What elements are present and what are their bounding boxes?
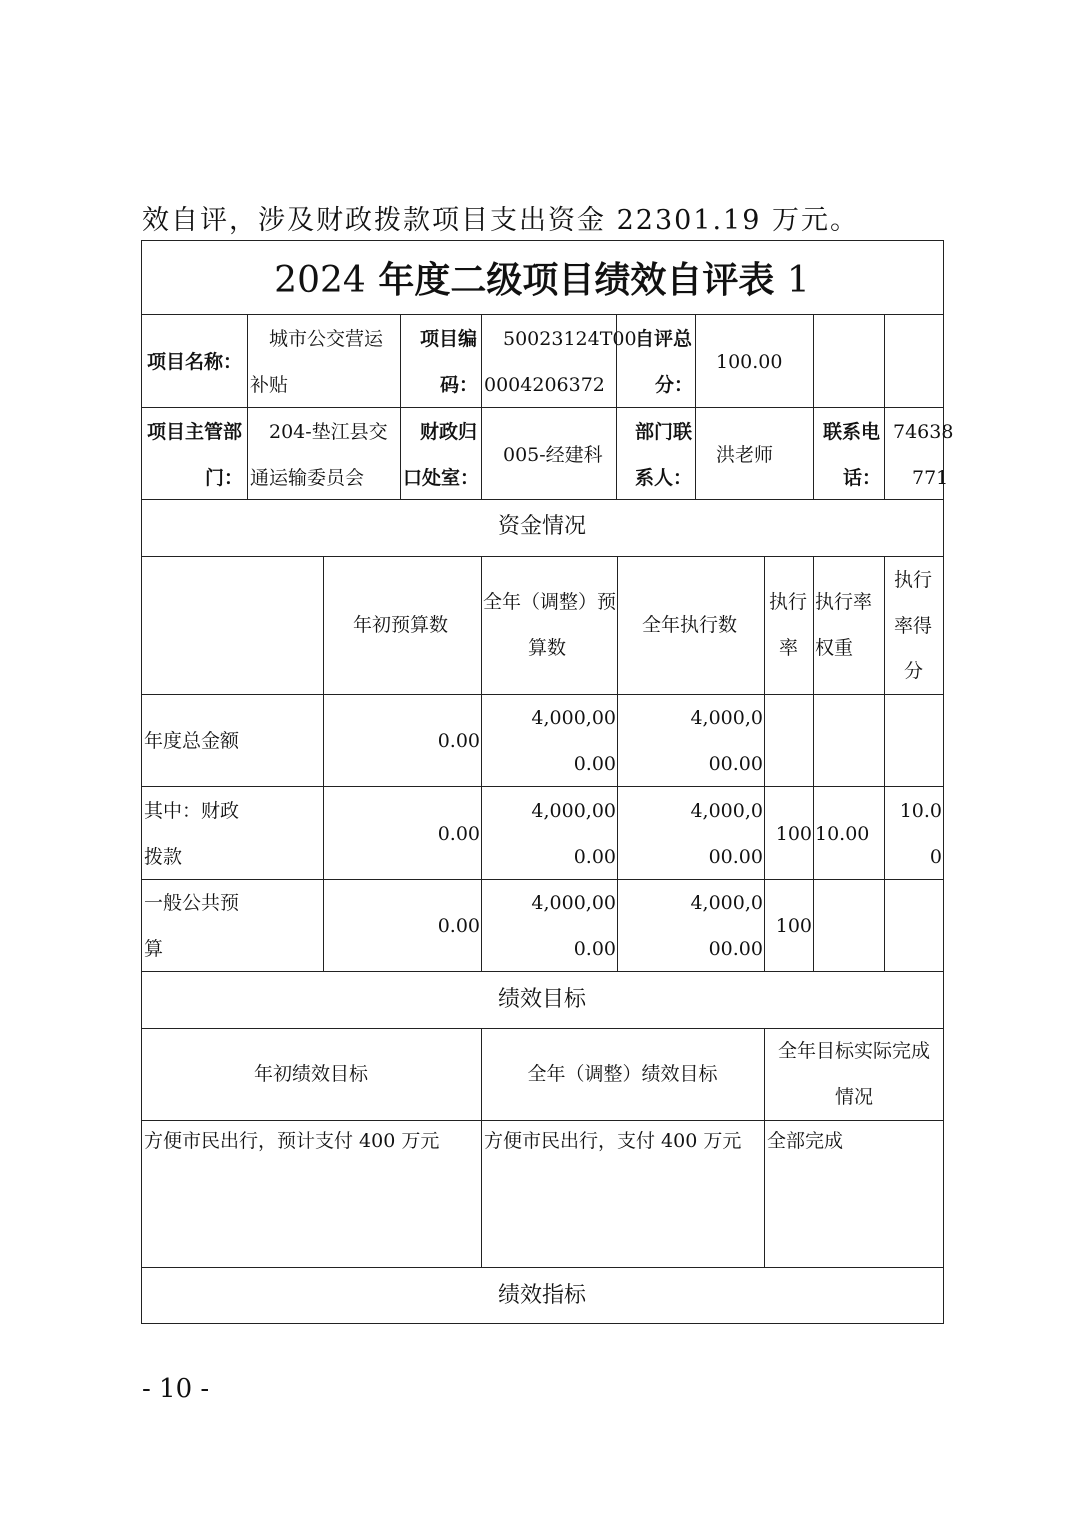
header-initial-goal: 年初绩效目标: [253, 1063, 368, 1085]
indicators-section-title: 绩效指标: [497, 1283, 586, 1308]
finance-office-value: 005-经建科: [503, 444, 603, 466]
row-fiscal-initial: 0.00: [437, 823, 480, 845]
phone-value: 74638: [893, 421, 954, 443]
row-divider: [141, 1267, 944, 1268]
header-adjusted-budget-cont: 算数: [528, 637, 567, 659]
col-divider: [764, 556, 765, 971]
row-fiscal-weight: 10.00: [815, 823, 870, 845]
row-fiscal-score: 10.0: [899, 800, 942, 822]
col-divider: [813, 556, 814, 971]
row-fiscal-executed-cont: 00.00: [708, 846, 763, 868]
row-divider: [141, 314, 944, 315]
table-title: [141, 252, 943, 303]
row-total-adjusted: 4,000,00: [531, 707, 616, 729]
department-label-cont: 门：: [205, 467, 244, 489]
project-code-value: 50023124T00: [503, 328, 637, 350]
page-number: - 10 -: [142, 1374, 210, 1404]
col-divider: [617, 556, 618, 971]
col-divider: [813, 314, 814, 499]
header-rate-weight: 执行率: [815, 591, 873, 613]
funds-section-title: 资金情况: [497, 514, 586, 539]
header-executed: 全年执行数: [642, 614, 738, 636]
adjusted-goal-text: 方便市民出行，支付 400 万元: [484, 1130, 742, 1152]
row-fiscal-name-cont: 拨款: [144, 846, 183, 868]
title-text: 年度二级项目绩效自评表: [378, 259, 775, 301]
row-general-name-cont: 算: [144, 938, 164, 960]
row-general-rate: 100: [775, 915, 812, 937]
header-adjusted-goal: 全年（调整）绩效目标: [527, 1063, 718, 1085]
contact-label: 部门联: [635, 421, 693, 443]
actual-completion-text: 全部完成: [767, 1130, 844, 1152]
header-rate-weight-cont: 权重: [815, 637, 854, 659]
col-divider: [481, 556, 482, 971]
row-total-executed: 4,000,0: [690, 707, 763, 729]
row-general-adjusted: 4,000,00: [531, 892, 616, 914]
title-year: 2024: [274, 260, 366, 301]
department-value-cont: 通运输委员会: [250, 467, 365, 489]
row-fiscal-rate: 100: [775, 823, 812, 845]
project-code-label: 项目编: [420, 328, 478, 350]
project-name-value: 城市公交营运: [269, 328, 384, 350]
project-code-label-cont: 码：: [440, 374, 479, 396]
row-total-adjusted-cont: 0.00: [573, 753, 616, 775]
col-divider: [247, 314, 248, 499]
header-actual-completion-cont: 情况: [834, 1086, 873, 1108]
row-fiscal-executed: 4,000,0: [690, 800, 763, 822]
col-divider: [695, 314, 696, 499]
header-exec-rate: 执行: [769, 591, 808, 613]
row-general-executed: 4,000,0: [690, 892, 763, 914]
header-rate-score-cont2: 分: [904, 660, 924, 682]
header-initial-budget: 年初预算数: [353, 614, 449, 636]
project-name-value-cont: 补贴: [250, 374, 289, 396]
col-divider: [323, 556, 324, 971]
intro-text: 效自评，涉及财政拨款项目支出资金 22301.19 万元。: [142, 205, 859, 236]
department-label: 项目主管部: [147, 421, 243, 443]
project-name-label: 项目名称：: [147, 351, 243, 373]
row-fiscal-adjusted-cont: 0.00: [573, 846, 616, 868]
department-value: 204-垫江县交: [269, 421, 388, 443]
contact-value: 洪老师: [716, 444, 774, 466]
col-divider: [884, 314, 885, 499]
header-exec-rate-cont: 率: [779, 637, 799, 659]
goals-section-title: 绩效目标: [497, 987, 586, 1012]
row-general-executed-cont: 00.00: [708, 938, 763, 960]
row-total-executed-cont: 00.00: [708, 753, 763, 775]
self-score-value: 100.00: [716, 351, 783, 373]
header-actual-completion: 全年目标实际完成: [777, 1040, 930, 1062]
finance-office-label-cont: 口处室：: [403, 467, 480, 489]
col-divider: [481, 314, 482, 499]
phone-value-cont: 771: [912, 467, 949, 489]
contact-label-cont: 系人：: [635, 467, 693, 489]
col-divider: [884, 556, 885, 971]
header-rate-score: 执行: [894, 569, 933, 591]
row-fiscal-adjusted: 4,000,00: [531, 800, 616, 822]
initial-goal-text: 方便市民出行，预计支付 400 万元: [144, 1130, 440, 1152]
row-general-adjusted-cont: 0.00: [573, 938, 616, 960]
finance-office-label: 财政归: [420, 421, 478, 443]
row-total-name: 年度总金额: [144, 730, 240, 752]
self-score-label-cont: 分：: [655, 374, 694, 396]
self-score-label: 自评总: [635, 328, 693, 350]
row-fiscal-name: 其中：财政: [144, 800, 240, 822]
title-number: 1: [786, 260, 810, 301]
row-divider: [141, 556, 944, 557]
row-total-initial: 0.00: [437, 730, 480, 752]
header-adjusted-budget: 全年（调整）预: [483, 591, 617, 613]
project-code-value-cont: 0004206372: [484, 374, 605, 396]
phone-label: 联系电: [823, 421, 881, 443]
phone-label-cont: 话：: [843, 467, 882, 489]
row-fiscal-score-cont: 0: [929, 846, 942, 868]
header-rate-score-cont: 率得: [894, 615, 933, 637]
row-general-initial: 0.00: [437, 915, 480, 937]
row-general-name: 一般公共预: [144, 892, 240, 914]
col-divider: [400, 314, 401, 499]
